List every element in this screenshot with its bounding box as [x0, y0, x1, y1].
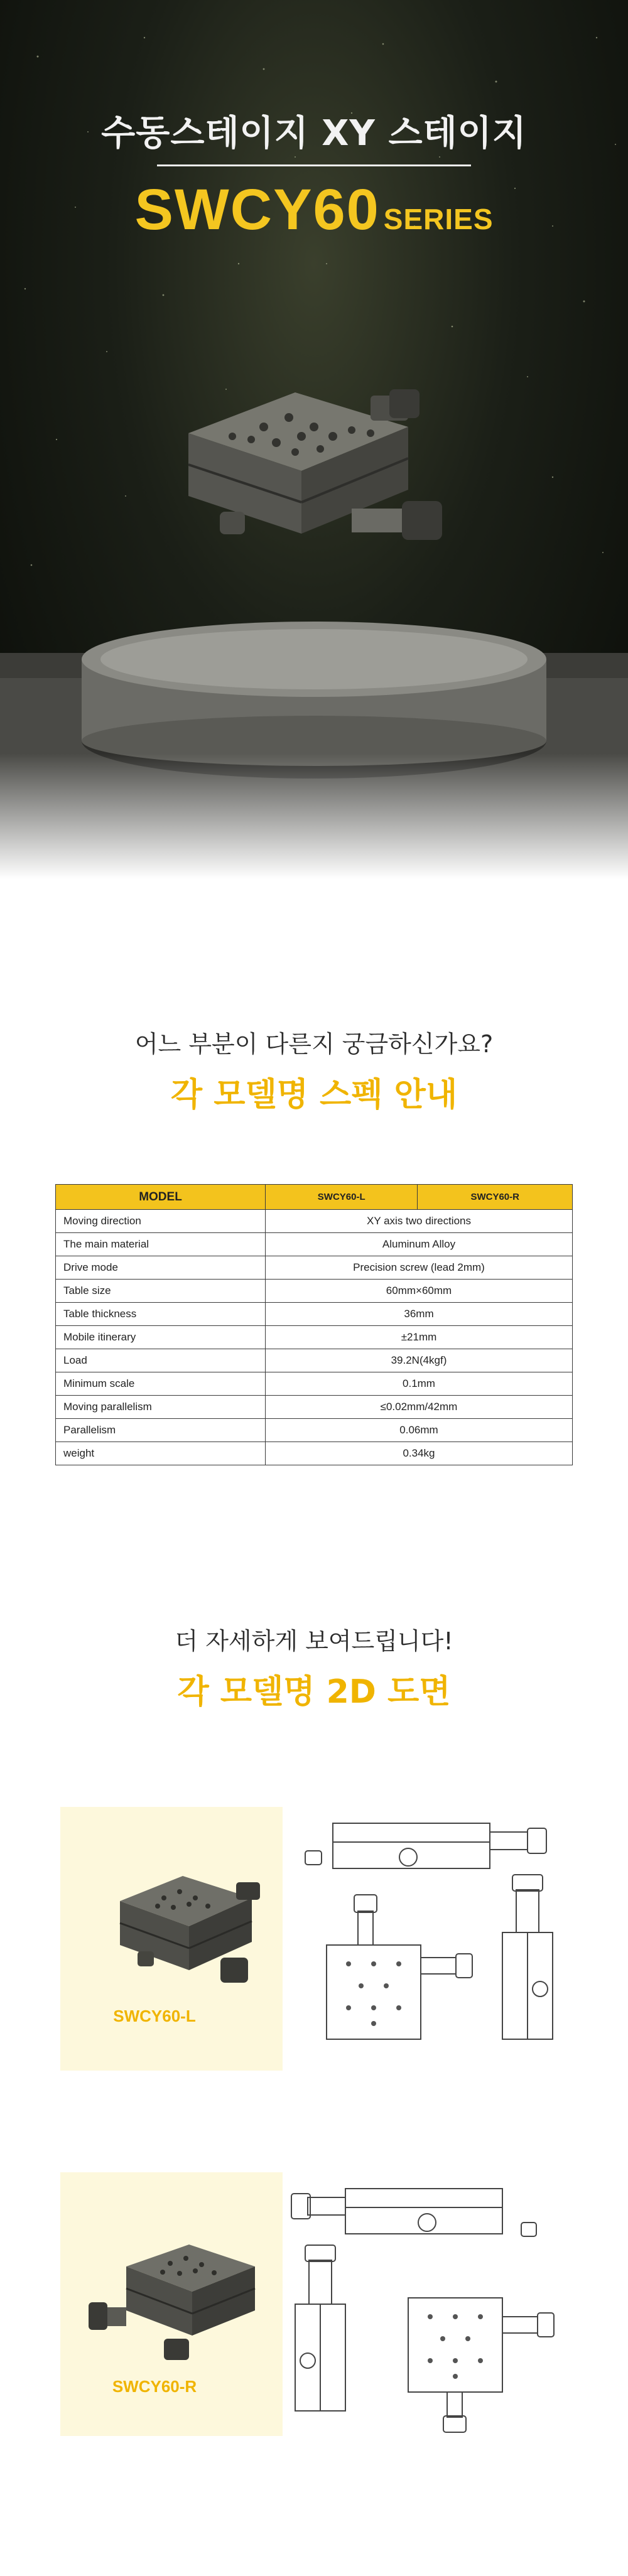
header-col2: SWCY60-R — [418, 1185, 573, 1210]
hero-title: 수동스테이지 XY 스테이지 — [101, 113, 527, 154]
hero-fade — [0, 753, 628, 879]
technical-drawing-l — [283, 1807, 569, 2071]
table-row — [56, 1396, 573, 1419]
row-label: Moving direction — [56, 1210, 266, 1233]
row-value: 0.34kg — [266, 1442, 573, 1465]
row-value: 60mm×60mm — [266, 1280, 573, 1303]
series-suffix: SERIES — [383, 203, 494, 235]
technical-drawing-r — [283, 2172, 569, 2436]
drawing-sheet-l — [283, 1807, 569, 2071]
row-value: Aluminum Alloy — [266, 1233, 573, 1256]
drawing-panel-r — [60, 2172, 569, 2436]
row-label: weight — [56, 1442, 266, 1465]
table-row — [56, 1233, 573, 1256]
table-row — [56, 1256, 573, 1280]
model-label-r: SWCY60-R — [112, 2377, 197, 2396]
drawing-intro: 더 자세하게 보여드립니다! — [175, 1627, 453, 1655]
row-value: 39.2N(4kgf) — [266, 1349, 573, 1372]
table-row — [56, 1210, 573, 1233]
row-label: Drive mode — [56, 1256, 266, 1280]
table-row — [56, 1326, 573, 1349]
spec-table — [55, 1184, 573, 1465]
hero-divider — [157, 164, 471, 166]
row-label: The main material — [56, 1233, 266, 1256]
spec-section-heading — [0, 1025, 628, 1115]
header-model: MODEL — [56, 1185, 266, 1210]
stage-photo-l — [95, 1863, 283, 2002]
row-value: Precision screw (lead 2mm) — [266, 1256, 573, 1280]
table-row — [56, 1442, 573, 1465]
drawing-sheet-r — [283, 2172, 569, 2436]
drawing-panel-l — [60, 1807, 569, 2071]
spec-table-header — [56, 1185, 573, 1210]
spec-question: 어느 부분이 다른지 궁금하신가요? — [134, 1030, 494, 1058]
table-row — [56, 1303, 573, 1326]
series-name: SWCY60 — [134, 178, 380, 242]
model-label-l: SWCY60-L — [113, 2007, 196, 2025]
drawing-section-heading — [0, 1622, 628, 1712]
drawing-heading: 각 모델명 2D 도면 — [177, 1673, 451, 1711]
row-value: 0.1mm — [266, 1372, 573, 1396]
stage-product — [188, 389, 442, 540]
spec-heading: 각 모델명 스펙 안내 — [170, 1076, 458, 1114]
row-value: ≤0.02mm/42mm — [266, 1396, 573, 1419]
row-label: Minimum scale — [56, 1372, 266, 1396]
table-row — [56, 1349, 573, 1372]
row-label: Table thickness — [56, 1303, 266, 1326]
row-label: Load — [56, 1349, 266, 1372]
table-row — [56, 1372, 573, 1396]
row-label: Table size — [56, 1280, 266, 1303]
table-row — [56, 1280, 573, 1303]
hero-banner — [0, 0, 628, 879]
row-label: Moving parallelism — [56, 1396, 266, 1419]
row-value: XY axis two directions — [266, 1210, 573, 1233]
stage-photo-r — [89, 2232, 277, 2376]
row-value: 36mm — [266, 1303, 573, 1326]
row-label: Parallelism — [56, 1419, 266, 1442]
row-value: 0.06mm — [266, 1419, 573, 1442]
header-col1: SWCY60-L — [266, 1185, 418, 1210]
row-label: Mobile itinerary — [56, 1326, 266, 1349]
row-value: ±21mm — [266, 1326, 573, 1349]
hero-series-title — [0, 177, 628, 243]
table-row — [56, 1419, 573, 1442]
